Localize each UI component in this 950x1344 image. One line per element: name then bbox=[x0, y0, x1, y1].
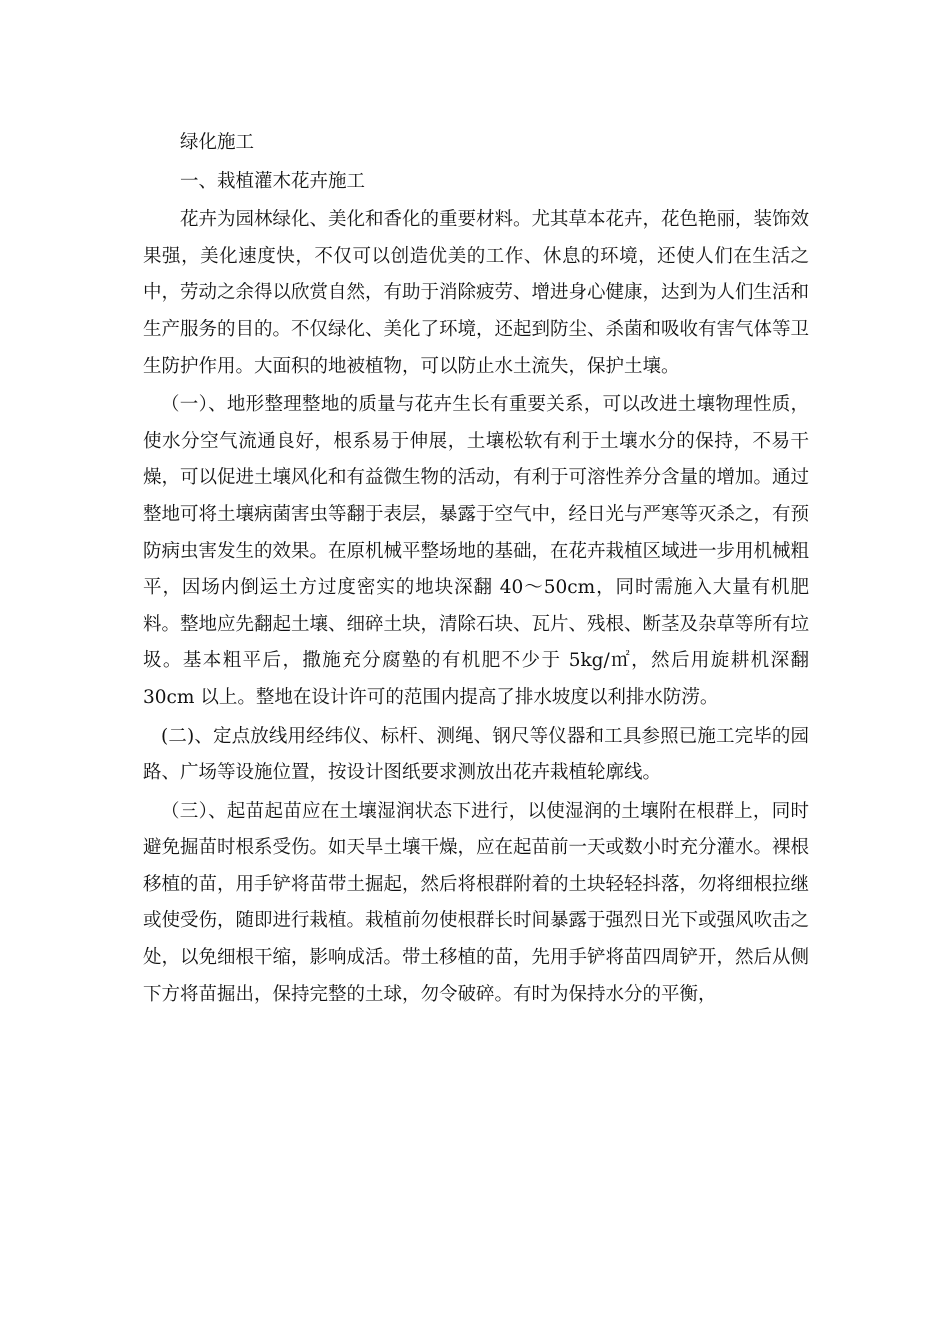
section-heading: 一、栽植灌木花卉施工 bbox=[180, 170, 366, 192]
paragraph-intro: 花卉为园林绿化、美化和香化的重要材料。尤其草本花卉，花色艳丽，装饰效果强，美化速度快，不仅可以创造优美的工作、休息的环境，还使人们在生活之中，劳动之余得以欣赏自然，有助于消除疲劳、增进身心健康，达到为人们生活和生产服务的目的。不仅绿化、美化了环境，还起到防尘、杀菌和吸收有害气体等卫生防护作用。大面积的地被植物，可以防止水土流失，保护土壤。 bbox=[143, 209, 810, 377]
paragraph-layout: (二)、定点放线用经纬仪、标杆、测绳、钢尺等仪器和工具参照已施工完毕的园路、广场等设施位置，按设计图纸要求测放出花卉栽植轮廓线。 bbox=[143, 725, 809, 784]
document-title: 绿化施工 bbox=[180, 132, 255, 153]
document-page bbox=[143, 125, 809, 1015]
paragraph-lifting: （三）、起苗起苗应在土壤湿润状态下进行，以使湿润的土壤附在根群上，同时避免掘苗时根系受伤。如天旱土壤干燥，应在起苗前一天或数小时充分灌水。裸根移植的苗，用手铲将苗带土掘起，然后将根群附着的土块轻轻抖落，勿将细根拉继或使受伤，随即进行栽植。栽植前勿使根群长时间暴露于强烈日光下或强风吹击之处，以免细根干缩，影响成活。带土移植的苗，先用手铲将苗四周铲开，然后从侧下方将苗掘出，保持完整的土球，勿令破碎。有时为保持水分的平衡， bbox=[143, 800, 810, 1005]
paragraph-terrain: （一）、地形整理整地的质量与花卉生长有重要关系，可以改进土壤物理性质，使水分空气流通良好，根系易于伸展，土壤松软有利于土壤水分的保持，不易干燥，可以促进土壤风化和有益微生物的活动，有利于可溶性养分含量的增加。通过整地可将土壤病菌害虫等翻于表层，暴露于空气中，经日光与严寒等灭杀之，有预防病虫害发生的效果。在原机械平整场地的基础，在花卉栽植区域进一步用机械粗平，因场内倒运土方过度密实的地块深翻 40～50cm，同时需施入大量有机肥料。整地应先翻起土壤、细碎土块，清除石块、瓦片、残根、断茎及杂草等所有垃圾。基本粗平后，撒施充分腐塾的有机肥不少于 5kg/㎡，然后用旋耕机深翻 30cm 以上。整地在设计许可的范围内提高了排水坡度以利排水防涝。 bbox=[143, 394, 810, 708]
